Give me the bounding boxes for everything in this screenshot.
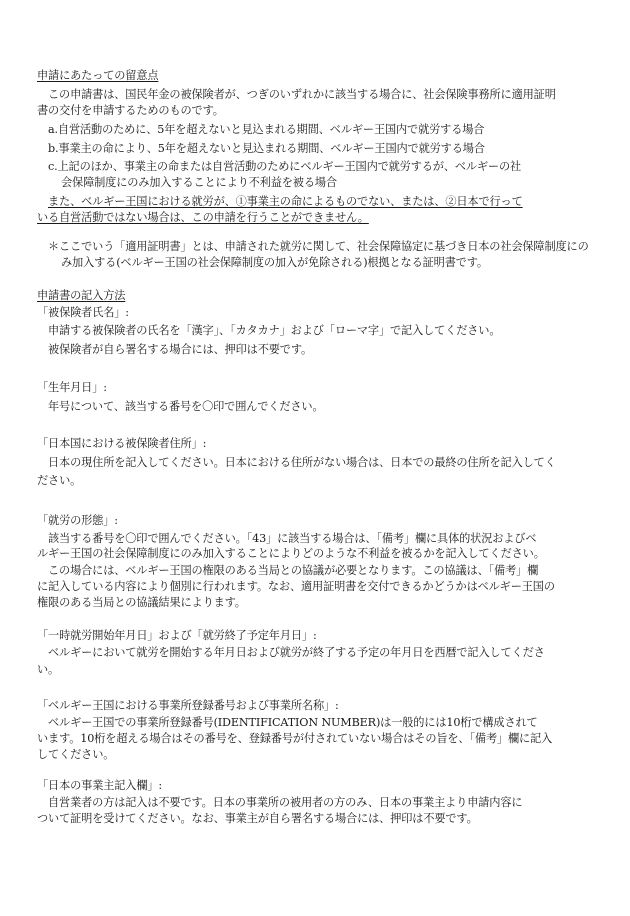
- work-form-line-3: この場合には、ベルギー王国の権限のある当局との協議が必要となります。この協議は、「備考」欄: [48, 564, 539, 577]
- name-text-line-1: 申請する被保険者の氏名を「漢字」、「カタカナ」および「ローマ字」で記入してください。: [48, 324, 501, 337]
- address-text-line-2: ださい。: [37, 474, 82, 487]
- notes-condition-line-2: いる自営活動ではない場合は、この申請を行うことができません。: [37, 211, 369, 224]
- work-form-line-5: 権限のある当局との協議結果によります。: [37, 596, 246, 609]
- work-form-line-4: に記入している内容により個別に行われます。なお、適用証明書を交付できるかどうかはベルギー王国の: [37, 580, 555, 593]
- office-text-line-3: してください。: [37, 748, 115, 761]
- notes-item-c-line-2: 会保障制度にのみ加入することにより不利益を被る場合: [61, 176, 337, 189]
- notes-item-c-line-1: c.上記のほか、事業主の命または自営活動のためにベルギー王国内で就労するが、ベルギーの社: [48, 160, 522, 173]
- employer-label: 「日本の事業主記入欄」:: [37, 779, 163, 792]
- office-text-line-1: ベルギー王国での事業所登録番号(IDENTIFICATION NUMBER)は一般的には10桁で構成されて: [48, 716, 538, 729]
- employer-text-line-1: 自営業者の方は記入は不要です。日本の事業所の被用者の方のみ、日本の事業主より申請内容に: [48, 796, 523, 809]
- work-form-line-1: 該当する番号を〇印で囲んでください。「43」に該当する場合は、「備考」欄に具体的状況およびベ: [48, 532, 537, 545]
- period-label: 「一時就労開始年月日」および「就労終了予定年月日」:: [37, 629, 317, 642]
- work-form-label: 「就労の形態」:: [37, 514, 118, 527]
- footnote-line-1: ＊ここでいう「適用証明書」とは、申請された就労に関して、社会保障協定に基づき日本の社会保障制度にの: [48, 240, 589, 253]
- footnote-line-2: み加入する(ベルギー王国の社会保障制度の加入が免除される)根拠となる証明書です。: [61, 256, 488, 269]
- address-label: 「日本国における被保険者住所」:: [37, 437, 207, 450]
- instructions-heading: 申請書の記入方法: [37, 289, 126, 302]
- period-text-line-2: い。: [37, 663, 60, 676]
- office-text-line-2: います。10桁を超える場合はその番号を、登録番号が付されていない場合はその旨を、「備考」欄に記入: [37, 732, 553, 745]
- notes-item-a: a.自営活動のために、5年を超えないと見込まれる期間、ベルギー王国内で就労する場合: [48, 123, 485, 136]
- birth-text-line-1: 年号について、該当する番号を〇印で囲んでください。: [48, 400, 324, 413]
- employer-text-line-2: ついて証明を受けてください。なお、事業主が自ら署名する場合には、押印は不要です。: [37, 812, 478, 825]
- notes-intro-line-1: この申請書は、国民年金の被保険者が、つぎのいずれかに該当する場合に、社会保険事務所に適用証明: [48, 88, 556, 101]
- work-form-line-2: ルギー王国の社会保障制度にのみ加入することによりどのような不利益を被るかを記入してください。: [37, 547, 545, 560]
- name-text-line-2: 被保険者が自ら署名する場合には、押印は不要です。: [48, 343, 313, 356]
- name-label: 「被保険者氏名」:: [37, 306, 129, 319]
- notes-item-b: b.事業主の命により、5年を超えないと見込まれる期間、ベルギー王国内で就労する場合: [48, 142, 485, 155]
- period-text-line-1: ベルギーにおいて就労を開始する年月日および就労が終了する予定の年月日を西暦で記入してくださ: [48, 646, 545, 659]
- birth-label: 「生年月日」:: [37, 381, 107, 394]
- notes-intro-line-2: 書の交付を申請するためのものです。: [37, 104, 224, 117]
- address-text-line-1: 日本の現住所を記入してください。日本における住所がない場合は、日本での最終の住所を記入してく: [48, 456, 556, 469]
- office-label: 「ベルギー王国における事業所登録番号および事業所名称」:: [37, 699, 339, 712]
- notes-condition-line-1: また、ベルギー王国における就労が、①事業主の命によるものでない、または、②日本で行って: [48, 195, 523, 208]
- notes-heading: 申請にあたっての留意点: [37, 69, 159, 82]
